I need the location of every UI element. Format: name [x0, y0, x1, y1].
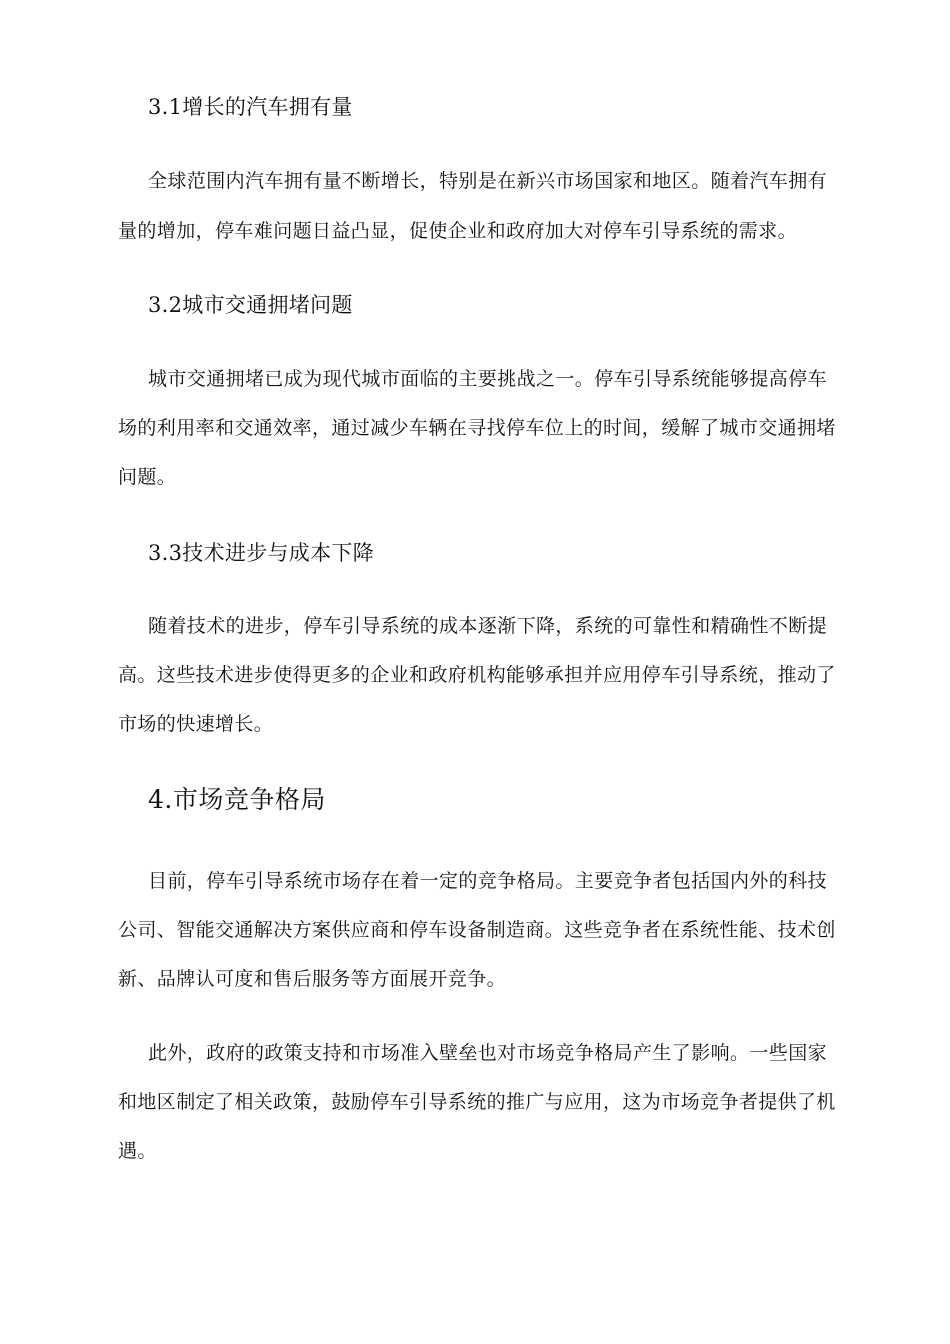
paragraph-line: 场的利用率和交通效率，通过减少车辆在寻找停车位上的时间，缓解了城市交通拥堵 [118, 417, 836, 439]
paragraph-line: 量的增加，停车难问题日益凸显，促使企业和政府加大对停车引导系统的需求。 [118, 220, 798, 242]
paragraph-line: 城市交通拥堵已成为现代城市面临的主要挑战之一。停车引导系统能够提高停车 [148, 368, 828, 390]
section-heading-3-3: 3.3技术进步与成本下降 [148, 541, 374, 565]
paragraph-line: 此外，政府的政策支持和市场准入壁垒也对市场竞争格局产生了影响。一些国家 [148, 1042, 828, 1064]
paragraph-line: 高。这些技术进步使得更多的企业和政府机构能够承担并应用停车引导系统，推动了 [118, 664, 836, 686]
chapter-heading-4: 4.市场竞争格局 [148, 785, 326, 814]
paragraph-line: 和地区制定了相关政策，鼓励停车引导系统的推广与应用，这为市场竞争者提供了机 [118, 1091, 836, 1113]
paragraph-line: 问题。 [118, 466, 177, 488]
paragraph-line: 市场的快速增长。 [118, 713, 274, 735]
paragraph-line: 新、品牌认可度和售后服务等方面展开竞争。 [118, 968, 507, 990]
section-heading-3-2: 3.2城市交通拥堵问题 [148, 293, 353, 317]
paragraph-line: 全球范围内汽车拥有量不断增长，特别是在新兴市场国家和地区。随着汽车拥有 [148, 170, 828, 192]
paragraph-line: 目前，停车引导系统市场存在着一定的竞争格局。主要竞争者包括国内外的科技 [148, 870, 828, 892]
section-heading-3-1: 3.1增长的汽车拥有量 [148, 95, 353, 119]
paragraph-line: 公司、智能交通解决方案供应商和停车设备制造商。这些竞争者在系统性能、技术创 [118, 919, 836, 941]
paragraph-line: 随着技术的进步，停车引导系统的成本逐渐下降，系统的可靠性和精确性不断提 [148, 615, 828, 637]
paragraph-line: 遇。 [118, 1140, 157, 1162]
